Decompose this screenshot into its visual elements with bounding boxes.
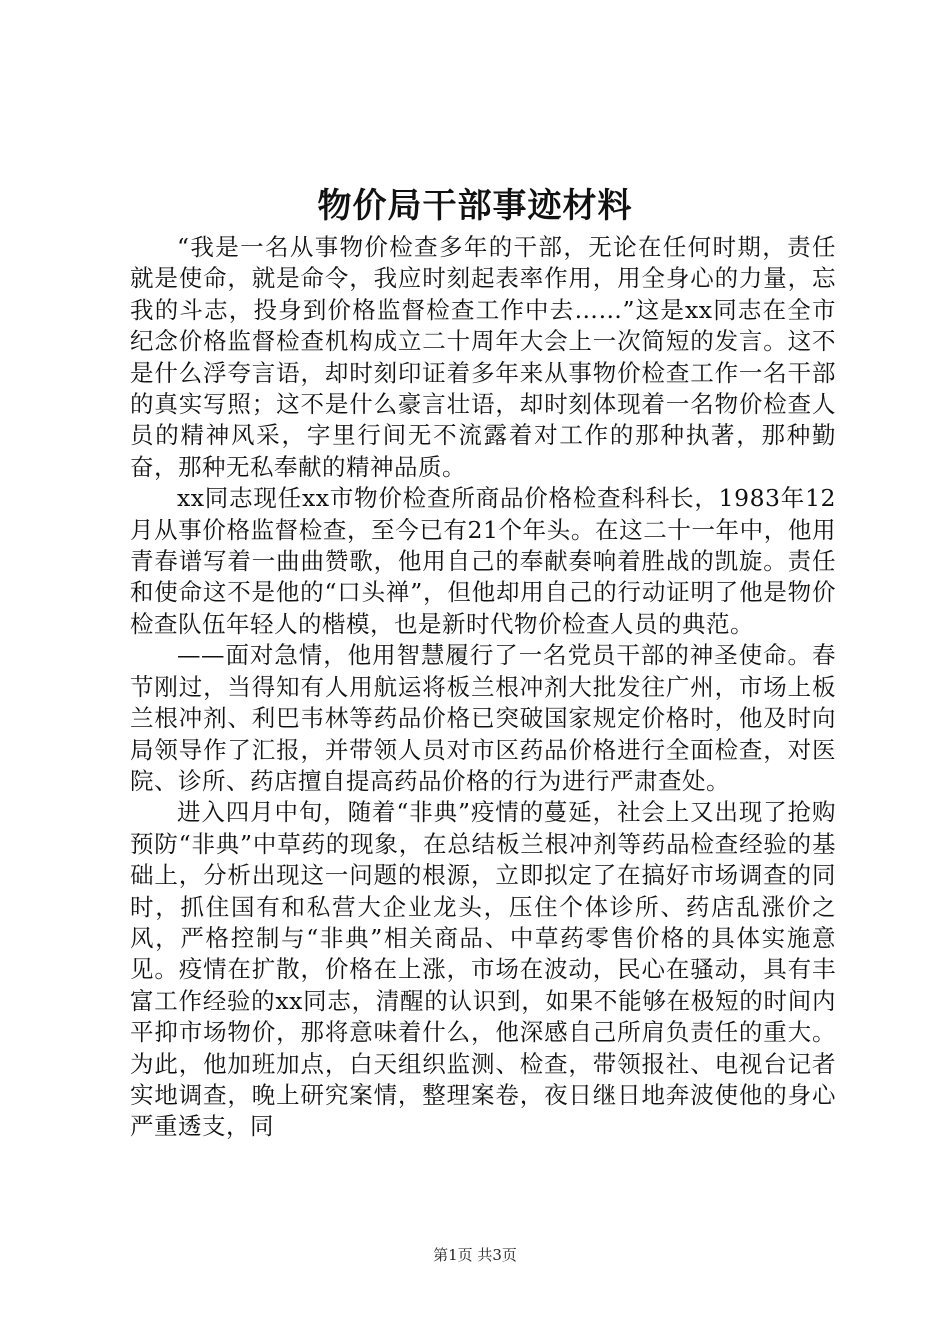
paragraph-2: xx同志现任xx市物价检查所商品价格检查科科长，1983年12月从事价格监督检查，至今已有21个年头。在这二十一年中，他用青春谱写着一曲曲赞歌，他用自己的奉献奏响着胜战的凯旋。责任和使命这不是他的“口头禅”，但他却用自己的行动证明了他是物价检查队伍年轻人的楷模，也是新时代物价检查人员的典范。 xyxy=(130,484,836,638)
paragraph-4: 进入四月中旬，随着“非典”疫情的蔓延，社会上又出现了抢购预防“非典”中草药的现象，在总结板兰根冲剂等药品检查经验的基础上，分析出现这一问题的根源，立即拟定了在搞好市场调查的同时，抓住国有和私营大企业龙头，压住个体诊所、药店乱涨价之风，严格控制与“非典”相关商品、中草药零售价格的具体实施意见。疫情在扩散，价格在上涨，市场在波动，民心在骚动，具有丰富工作经验的xx同志，清醒的认识到，如果不能够在极短的时间内平抑市场物价，那将意味着什么，他深感自己所肩负责任的重大。为此，他加班加点，白天组织监测、检查，带领报社、电视台记者实地调查，晚上研究案情，整理案卷，夜日继日地奔波使他的身心严重透支，同 xyxy=(130,798,836,1141)
page-footer: 第1页 共3页 xyxy=(433,1246,517,1264)
document-title: 物价局干部事迹材料 xyxy=(317,186,633,226)
paragraph-1: “我是一名从事物价检查多年的干部，无论在任何时期，责任就是使命，就是命令，我应时刻起表率作用，用全身心的力量，忘我的斗志，投身到价格监督检查工作中去……”这是xx同志在全市纪念价格监督检查机构成立二十周年大会上一次简短的发言。这不是什么浮夸言语，却时刻印证着多年来从事物价检查工作一名干部的真实写照；这不是什么豪言壮语，却时刻体现着一名物价检查人员的精神风采，字里行间无不流露着对工作的那种执著，那种勤奋，那种无私奉献的精神品质。 xyxy=(130,233,836,481)
paragraph-3: ——面对急情，他用智慧履行了一名党员干部的神圣使命。春节刚过，当得知有人用航运将板兰根冲剂大批发往广州，市场上板兰根冲剂、利巴韦林等药品价格已突破国家规定价格时，他及时向局领导作了汇报，并带领人员对市区药品价格进行全面检查，对医院、诊所、药店擅自提高药品价格的行为进行严肃查处。 xyxy=(130,641,836,795)
document-body xyxy=(130,232,836,1143)
